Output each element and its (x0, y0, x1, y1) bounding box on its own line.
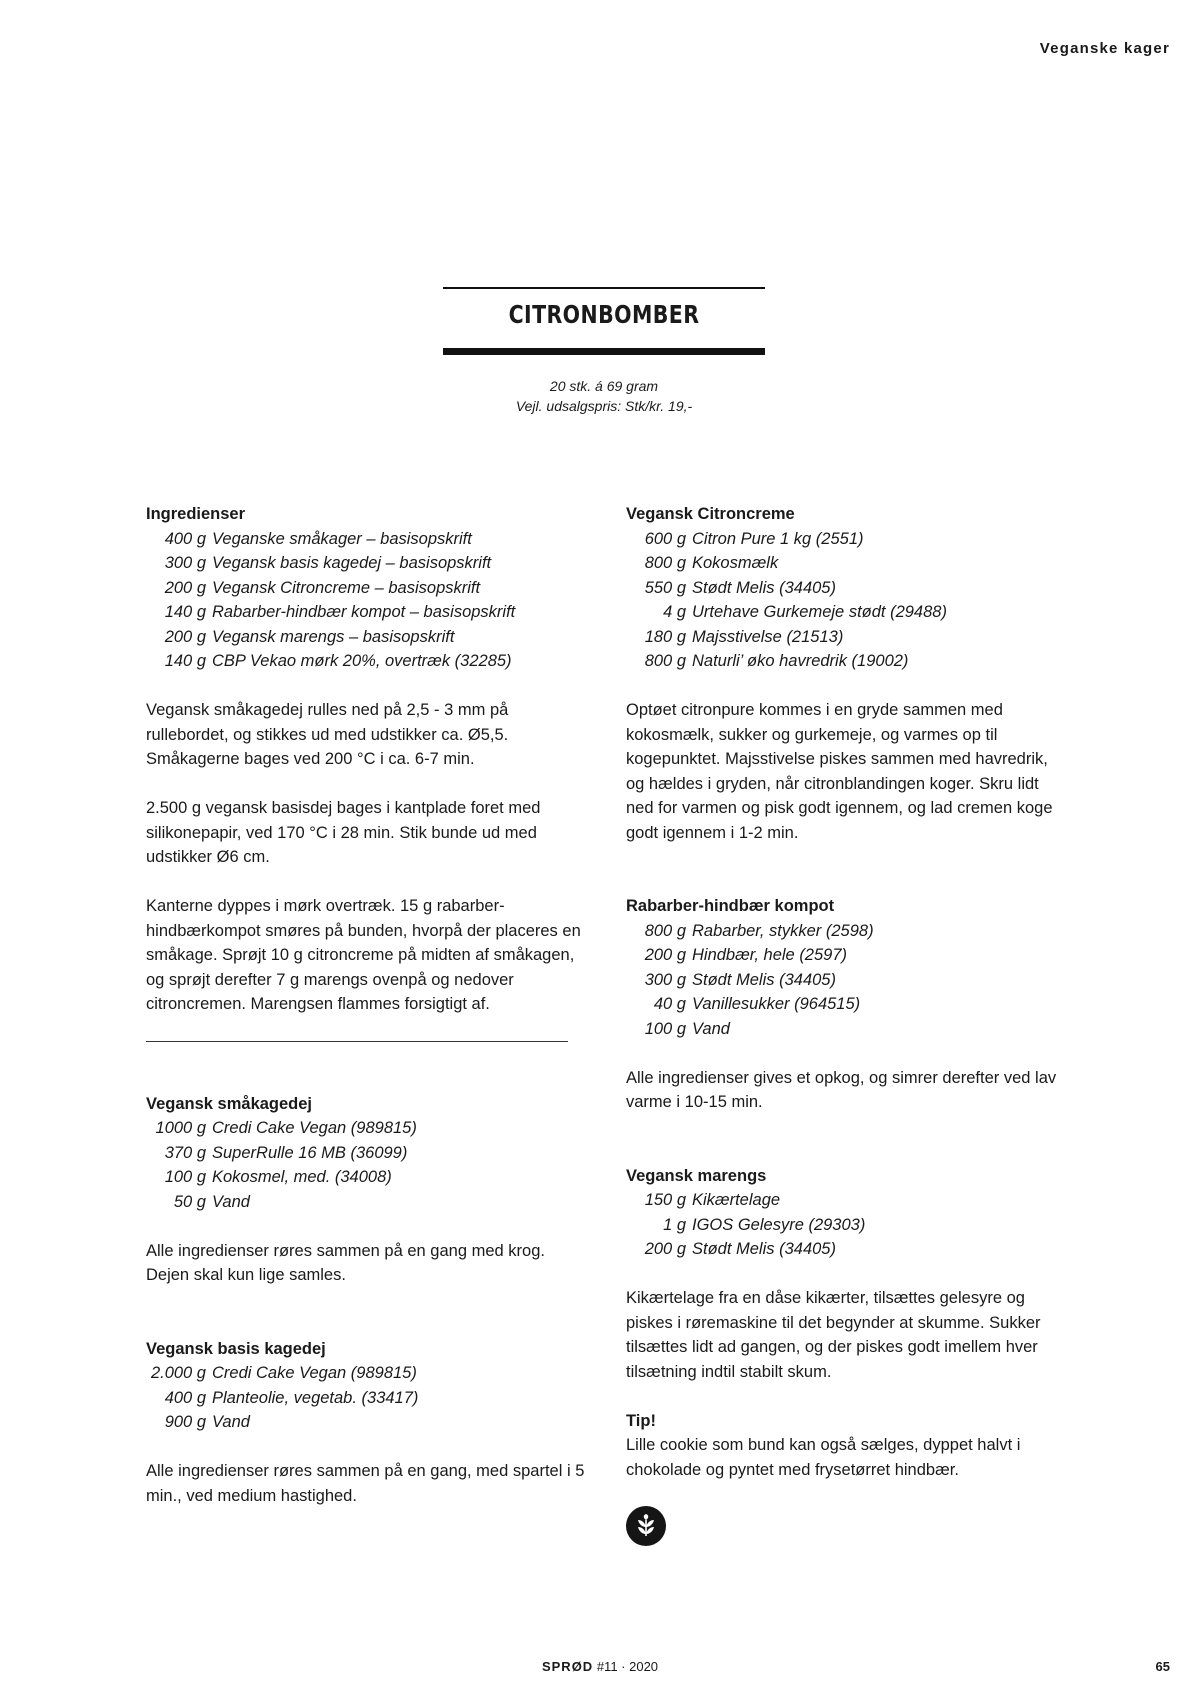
footer-brand: SPRØD (541, 1659, 594, 1674)
recipe-yield: 20 stk. á 69 gram (549, 378, 659, 394)
method-paragraph: Kanterne dyppes i mørk overtræk. 15 g rabarber-hindbærkompot smøres på bunden, hvorpå der placeres en småkage. Sprøjt 10 g citroncreme på midten af småkagen, og sprøjt derefter 7 g marengs ovenpå og nedover citroncremen. Marengsen flammes forsigtigt af. (146, 897, 581, 1013)
list-item: 100 g Vand (644, 1019, 730, 1038)
method-paragraph: Alle ingredienser røres sammen på en gang med krog. Dejen skal kun lige samles. (146, 1241, 545, 1284)
section-label: Veganske kager (1039, 40, 1170, 57)
list-item: 300 g Stødt Melis (34405) (644, 970, 836, 989)
tip-heading: Tip! (626, 1411, 656, 1430)
list-item: 800 g Naturli’ øko havredrik (19002) (644, 652, 909, 670)
footer (0, 1659, 1200, 1674)
list-item: 40 g Vanillesukker (964515) (653, 995, 861, 1013)
page-number: 65 (1155, 1659, 1170, 1674)
list-item: 600 g Citron Pure 1 kg (2551) (644, 529, 864, 548)
list-item: 300 g Vegansk basis kagedej – basisopskrift (164, 554, 492, 572)
list-item: 50 g Vand (173, 1192, 250, 1211)
leaf-icon (626, 1506, 666, 1546)
method-paragraph: 2.500 g vegansk basisdej bages i kantplade foret med silikonepapir, ved 170 °C i 28 min. Stik bunde ud med udstikker Ø6 cm. (146, 799, 541, 866)
list-item: 800 g Rabarber, stykker (2598) (644, 921, 874, 940)
list-item: 200 g Vegansk marengs – basisopskrift (164, 627, 455, 646)
title-rule-top (443, 287, 765, 289)
list-item: 1 g IGOS Gelesyre (29303) (663, 1215, 866, 1234)
list-item: 550 g Stødt Melis (34405) (644, 578, 836, 597)
method-paragraph: Vegansk småkagedej rulles ned på 2,5 - 3 mm på rullebordet, og stikkes ud med udstikker ca. Ø5,5. Småkagerne bages ved 200 °C i ca. 6-7 min. (146, 701, 509, 768)
list-item: 400 g Planteolie, vegetab. (33417) (164, 1388, 419, 1407)
ingredient-list (146, 527, 586, 674)
list-item: 140 g CBP Vekao mørk 20%, overtræk (32285) (164, 652, 512, 670)
list-item: 150 g Kikærtelage (644, 1191, 781, 1209)
list-item: 800 g Kokosmælk (644, 554, 779, 572)
list-item: 900 g Vand (164, 1413, 250, 1431)
smaakage-heading: Vegansk småkagedej (146, 1094, 313, 1113)
citron-heading: Vegansk Citroncreme (626, 505, 795, 523)
list-item: 180 g Majsstivelse (21513) (644, 627, 844, 646)
right-column (626, 502, 1066, 1546)
recipe-price: Vejl. udsalgspris: Stk/kr. 19,- (515, 398, 693, 414)
list-item: 200 g Stødt Melis (34405) (644, 1240, 836, 1258)
ingredients-heading: Ingredienser (146, 505, 246, 523)
marengs-heading: Vegansk marengs (626, 1166, 767, 1185)
list-item: 370 g SuperRulle 16 MB (36099) (164, 1143, 408, 1162)
method-paragraph: Optøet citronpure kommes i en gryde sammen med kokosmælk, sukker og gurkemeje, og varmes op til kogepunktet. Majsstivelse piskes sammen med havredrik, og hældes i gryden, når citronblandingen koger. Skru lidt ned for varmen og pisk godt igennem, og lad cremen koge godt igennem i 1-2 min. (626, 701, 1053, 842)
list-item: 100 g Kokosmel, med. (34008) (164, 1168, 392, 1186)
list-item: 2.000 g Credi Cake Vegan (989815) (150, 1364, 417, 1382)
list-item: 4 g Urtehave Gurkemeje stødt (29488) (663, 603, 947, 621)
basis-heading: Vegansk basis kagedej (146, 1339, 326, 1358)
method-paragraph: Alle ingredienser røres sammen på en gang, med spartel i 5 min., ved medium hastighed. (146, 1462, 585, 1505)
title-rule-bottom (443, 348, 765, 355)
footer-issue: #11 · 2020 (596, 1659, 659, 1674)
recipe-title: CITRONBOMBER (508, 300, 700, 329)
kompot-heading: Rabarber-hindbær kompot (626, 897, 835, 915)
method-paragraph: Alle ingredienser gives et opkog, og simrer derefter ved lav varme i 10-15 min. (626, 1068, 1057, 1111)
section-divider (146, 1041, 568, 1042)
left-column (146, 502, 586, 1508)
tip-text: Lille cookie som bund kan også sælges, dyppet halvt i chokolade og pyntet med frysetørret hindbær. (626, 1436, 1021, 1479)
list-item: 140 g Rabarber-hindbær kompot – basisopskrift (164, 603, 516, 621)
list-item: 200 g Vegansk Citroncreme – basisopskrift (164, 578, 481, 597)
list-item: 1000 g Credi Cake Vegan (989815) (155, 1119, 417, 1137)
list-item: 400 g Veganske småkager – basisopskrift (164, 529, 472, 548)
method-paragraph: Kikærtelage fra en dåse kikærter, tilsættes gelesyre og piskes i røremaskine til det begynder at skumme. Sukker tilsættes lidt ad gangen, og der piskes godt imellem hver tilsætning indtil stabilt skum. (626, 1289, 1041, 1381)
list-item: 200 g Hindbær, hele (2597) (644, 946, 848, 964)
